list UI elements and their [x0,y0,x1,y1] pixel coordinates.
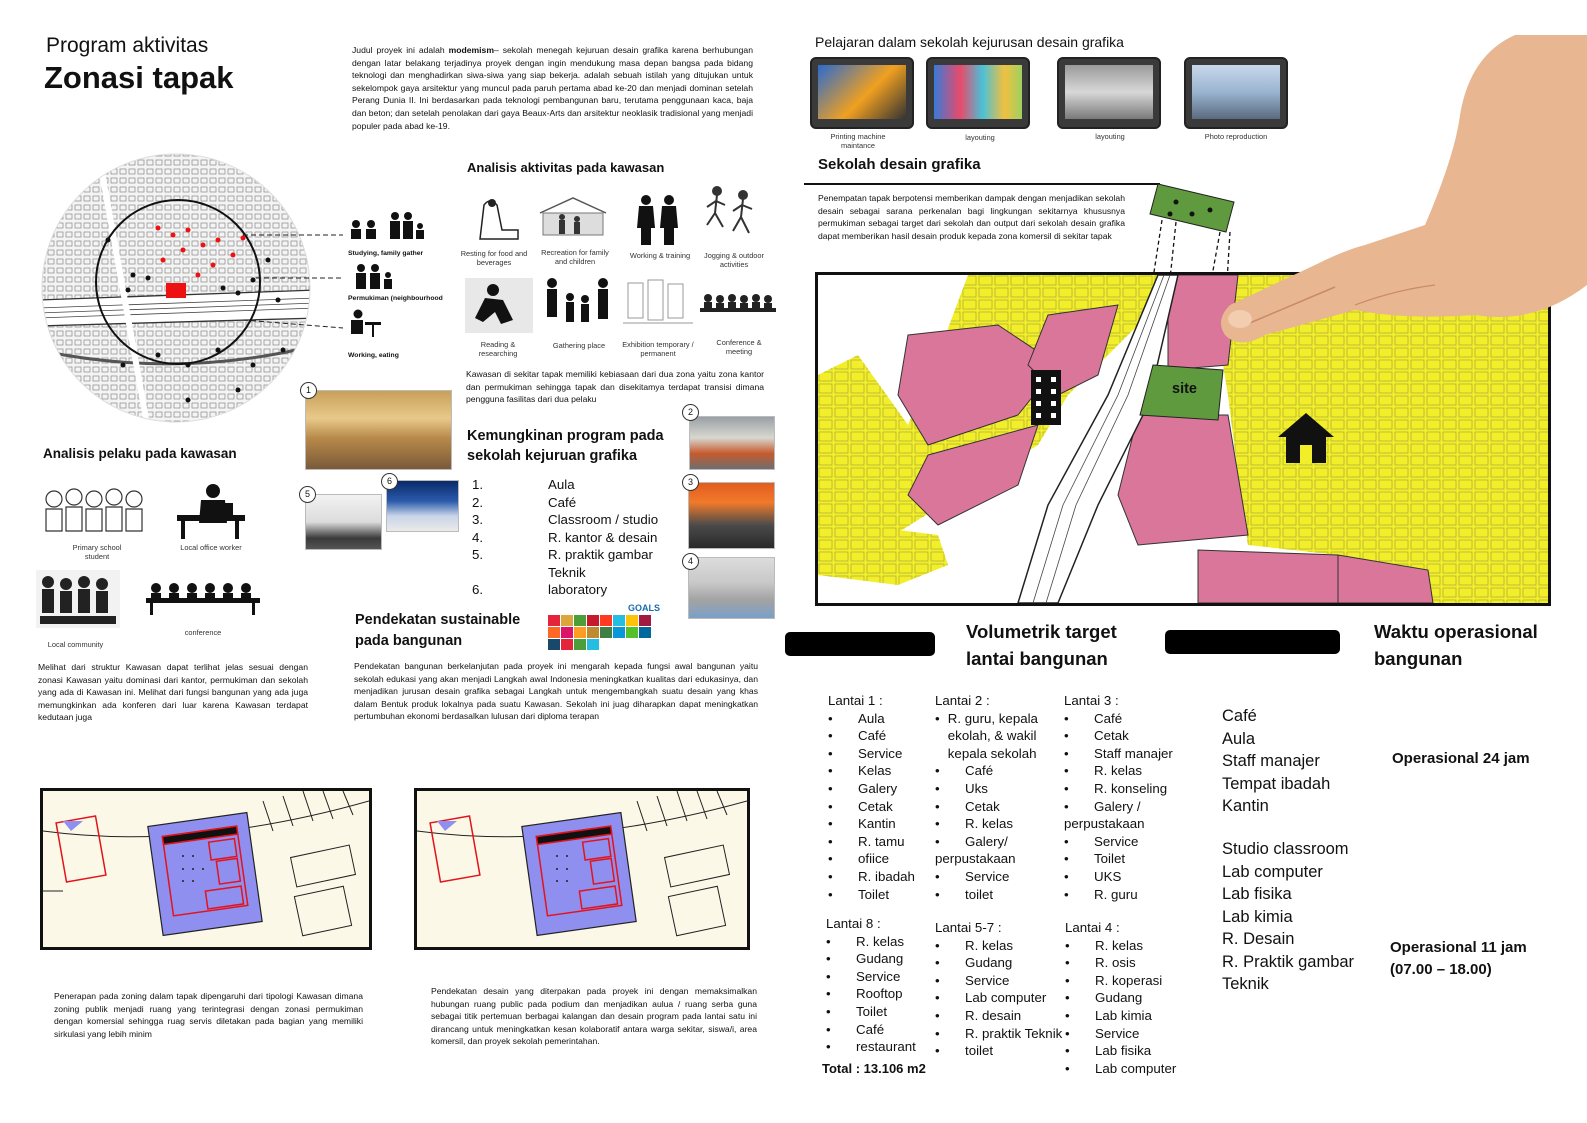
floor-lantai-1 [828,692,933,903]
room-item: • R. kelas [826,933,936,951]
room-item: • Cetak [828,798,933,816]
sdg-grid-icon [548,613,660,653]
floor-plan-right-drawing [417,791,747,947]
room-item: • Toilet [826,1003,936,1021]
room-item: • Galery / perpustakaan [1064,798,1189,833]
room-item: • Gudang [935,954,1070,972]
operational-item: Lab kimia [1222,907,1293,926]
floor-plan-right [414,788,750,950]
operational-item: Café [1222,707,1257,725]
volumetric-bar-left [785,632,935,656]
operational-item: R. Praktik gambar Teknik [1222,952,1355,993]
photo-classroom [688,482,775,549]
room-item: • R. koperasi [1065,972,1190,990]
floor-lantai-2 [935,692,1065,903]
program-item: 3. Classroom / studio [472,512,659,527]
room-item: • R. guru, kepala ekolah, & wakil kepala sekolah [935,710,1065,763]
room-item: • R. konseling [1064,780,1189,798]
room-item: • Café [1064,710,1189,728]
operational-item: Lab fisika [1222,885,1292,903]
room-item: • toilet [935,886,1065,904]
lesson-label-layout-1: layouting [965,133,995,142]
room-item: • Café [828,727,933,745]
photo-aula [305,390,452,470]
room-item: • Café [935,762,1065,780]
room-item: • R. osis [1065,954,1190,972]
floor-name: Lantai 1 : [828,693,883,708]
map-label-studying: Studying, family gather [348,250,424,257]
floor-name: Lantai 5-7 : [935,920,1002,935]
operational-item: Kantin [1222,797,1269,815]
map-label-permukiman: Permukiman (neighbourhood [348,295,443,302]
exhibition-icon [623,278,693,330]
photo-drawing-room [305,494,382,550]
room-item: • Service [1064,833,1189,851]
resting-icon [472,195,526,245]
program-item: 1. Aula [472,477,575,492]
floor-lantai-8 [826,915,936,1056]
floor-name: Lantai 2 : [935,693,990,708]
plan-right-text: Pendekatan desain yang diterpakan pada proyek ini dengan memaksimalkan hubungan ruang public pada podium dan menjadikan aulua / ruang serba guna sebagai titik pertemuan berbagai kalangan dan desain program pada lantai satu ini dirancang untuk meningkatkan kesan kolaboratif antara warga sekitar, siswa/i, area komersil, dan proyek sekolah pemerintahan. [431,986,757,1047]
room-item: • Cetak [1064,727,1189,745]
floor-name: Lantai 8 : [826,916,881,931]
room-item: • Aula [828,710,933,728]
community-icon [36,570,120,628]
room-item: • Café [826,1021,936,1039]
volumetric-total: Total : 13.106 m2 [822,1061,926,1076]
sdg-goals-label: GOALS [627,603,660,613]
room-item: • Gudang [826,950,936,968]
lesson-thumb-layout-2 [1057,57,1161,129]
photo-office [688,557,775,619]
conference-icon [698,290,778,322]
floor-lantai-3 [1064,692,1189,903]
plan-left-text: Penerapan pada zoning dalam tapak dipengaruhi dari tipologi Kawasan dimana zoning publik menjadi ruang yang terintegrasi dengan zonasi permukiman dengan komersial sehingga ruag servis diletakan pada bagian yang memiliki sirkulasi yang lebih minim [54,991,363,1039]
room-item: • Service [828,745,933,763]
room-item: • Uks [935,780,1065,798]
site-map-circle [38,150,458,430]
floor-plan-left-drawing [43,791,369,947]
program-item: 4. R. kantor & desain [472,529,658,545]
sustainable-text: Pendekatan bangunan berkelanjutan pada proyek ini mengarah kepada fungsi awal bangunan yaitu sekolah edukasi yang akan menjadi Langkah awal Indonesia meningkatkan kualitas dari edukasinya, dan menjadikan jurusan desain grafika sebagai Langkah untuk mengembangkah suatu desain yang khas dalam Bentuk produk lokalnya pada suatu Kawasan. Sekolah ini juag diharapkan dapat meningkatkan pertumbuhan ekonomi berdasalkan lulusan dari diploma terapan [354,661,758,722]
room-item: • Lab computer [1065,1060,1190,1078]
floor-plan-left [40,788,372,950]
map-label-working: Working, eating [348,352,399,359]
operational-item: Staff manajer [1222,752,1320,770]
photo-number-2: 2 [682,404,699,421]
room-item: • UKS [1064,868,1189,886]
room-item: • Lab fisika [1065,1042,1190,1060]
photo-cafe [689,416,775,470]
activity-label-reading: Reading & researching [478,340,518,358]
floor-name: Lantai 3 : [1064,693,1119,708]
room-item: • Service [935,972,1070,990]
gathering-icon [540,275,615,335]
room-item: • Gudang [1065,989,1190,1007]
page-title: Zonasi tapak [44,60,234,95]
activity-label-exhibition: Exhibition temporary / permanent [622,340,694,358]
operational-group-24h [1222,705,1330,818]
room-item: • R. desain [935,1007,1070,1025]
operational-11h-label-line1: Operasional 11 jam [1390,939,1527,956]
room-item: • Lab kimia [1065,1007,1190,1025]
room-item: • Rooftop [826,985,936,1003]
photo-number-1: 1 [300,382,317,399]
photo-number-4: 4 [682,553,699,570]
floor-lantai-5-7 [935,919,1070,1060]
program-item: 2. Café [472,494,577,510]
room-item: • R. kelas [1065,937,1190,955]
room-item: • R. kelas [935,937,1070,955]
room-item: • Lab computer [935,989,1070,1007]
students-icon [42,485,152,535]
intro-text-before: Judul proyek ini adalah [352,45,449,55]
operational-title: Waktu operasional bangunan [1374,621,1538,669]
program-title: Kemungkinan program pada sekolah kejuruan grafika [467,428,664,464]
intro-bold: modemism [448,45,494,55]
activity-label-gathering: Gathering place [552,341,606,350]
operational-item: R. Desain [1222,930,1295,948]
room-item: • toilet [935,1042,1070,1060]
room-item: • Toilet [1064,850,1189,868]
activity-label-jogging: Jogging & outdoor activities [704,251,764,269]
activity-analysis-text: Kawasan di sekitar tapak memiliki kebiasaan dari dua zona yaitu zona kantor dan permukiman sehingga tapak dan disekitamya terdapat transisi dimana pengguna fasilitas dari dua pelaku [466,369,764,405]
lesson-thumb-printing [810,57,914,129]
activity-analysis-title: Analisis aktivitas pada kawasan [467,160,665,175]
lesson-label-photo: Photo reproduction [1204,132,1268,141]
header-kicker: Program aktivitas [46,34,209,57]
room-item: • Service [826,968,936,986]
actor-analysis-text: Melihat dari struktur Kawasan dapat terlihat jelas sesuai dengan zonasi Kawasan yaitu dominasi dari kantor, permukiman dan sekolah yang ada di Kawasan ini. Melihat dari fungsi bangunan yang ada juga memungkinkan ada konferen dari luar karena Kawasan terdapat kedutaan juga [38,662,308,723]
actor-analysis-title: Analisis pelaku pada kawasan [43,446,237,461]
jogging-icon [703,185,761,247]
floor-name: Lantai 4 : [1065,920,1120,935]
intro-paragraph [352,44,753,132]
room-item: • Galery [828,780,933,798]
room-item: • Service [1065,1025,1190,1043]
operational-11h-label [1390,937,1527,981]
program-list [472,476,668,599]
lessons-title: Pelajaran dalam sekolah kejurusan desain grafika [815,34,1124,50]
room-item: • Galery/ perpustakaan [935,833,1065,868]
photo-number-6: 6 [381,473,398,490]
actor-label-conference: conference [184,628,222,637]
recreation-icon [537,195,609,245]
volumetric-bar-right [1165,630,1340,654]
floor-lantai-4 [1065,919,1190,1077]
room-item: • R. ibadah [828,868,933,886]
room-item: • Cetak [935,798,1065,816]
program-item: 6. laboratory [472,582,608,597]
photo-laboratory [386,480,459,532]
school-divider [804,183,1160,185]
sustainable-title: Pendekatan sustainable pada bangunan [355,612,521,649]
room-item: • R. tamu [828,833,933,851]
room-item: • ofiice [828,850,933,868]
reading-icon [465,278,533,333]
room-item: • restaurant [826,1038,936,1056]
operational-item: Tempat ibadah [1222,774,1331,793]
operational-group-11h [1222,838,1382,996]
sdg-goals-badge [548,603,660,653]
school-text: Penempatan tapak berpotensi memberikan dampak dengan menjadikan sekolah desain sebagai sarana perkenalan bagi lingkungan sekitarnya khususnya permukiman sebagai target dari sekolah dan output dari sekolah desain grafika dapat memberikan hasil desain produk kepada zona komersil di sekitar tapak [818,193,1125,241]
photo-number-3: 3 [682,474,699,491]
conference-group-icon [142,580,264,616]
activity-label-resting: Resting for food and beverages [460,249,528,267]
pointing-hand-icon [1205,35,1587,375]
lesson-label-layout-2: layouting [1095,132,1125,141]
room-item: • Staff manajer [1064,745,1189,763]
working-icon [632,193,684,248]
operational-11h-label-line2: (07.00 – 18.00) [1390,961,1492,978]
activity-label-conference: Conference & meeting [716,338,762,356]
room-item: • R. guru [1064,886,1189,904]
operational-item: Studio classroom [1222,840,1349,858]
lesson-thumb-layout-1 [926,57,1030,129]
program-item: 5. R. praktik gambar Teknik [472,547,653,580]
photo-number-5: 5 [299,486,316,503]
actor-label-student: Primary school student [72,543,122,561]
operational-item: Aula [1222,729,1256,748]
intro-text-after: – sekolah menegah kejuruan desain grafika karena berhubungan dengan latar belakang terjadinya proyek dengan ingin mendukung masa depan bangsa pada bidang teknologi dan menghadirkan siwa-siwa yang siap bekerja. adalah sebuah istilah yang ditujukan untuk sekelompok gaya arsitektur yang muncul pada paruh pertama abad ke-20 dan menjadi dominan setelah Perang Dunia II. Ini berdasarkan pada teknologi pembangunan baru, terutama penggunaan kaca, baja dan beton; dan setelah penolakan dari gaya Beaux-Arts dan arsitektur neoklasik tradisional yang menjadi populer pada abad ke-19. [352,45,753,131]
room-item: • R. praktik Teknik [935,1025,1070,1043]
volumetric-title: Volumetrik target lantai bangunan [966,621,1117,669]
activity-label-recreation: Recreation for family and children [541,248,609,266]
operational-item: Lab computer [1222,862,1323,881]
actor-label-office-worker: Local office worker [180,543,242,552]
school-title: Sekolah desain grafika [818,156,981,173]
room-item: • R. kelas [935,815,1065,833]
lesson-label-printing: Printing machine maintance [830,132,886,150]
office-worker-icon [175,483,247,541]
room-item: • Service [935,868,1065,886]
activity-label-working: Working & training [629,251,691,260]
room-item: • Kelas [828,762,933,780]
operational-24h-label: Operasional 24 jam [1392,750,1530,767]
room-item: • R. kelas [1064,762,1189,780]
room-item: • Kantin [828,815,933,833]
room-item: • Toilet [828,886,933,904]
actor-label-community: Local community [47,640,104,649]
site-label: site [1172,381,1197,397]
